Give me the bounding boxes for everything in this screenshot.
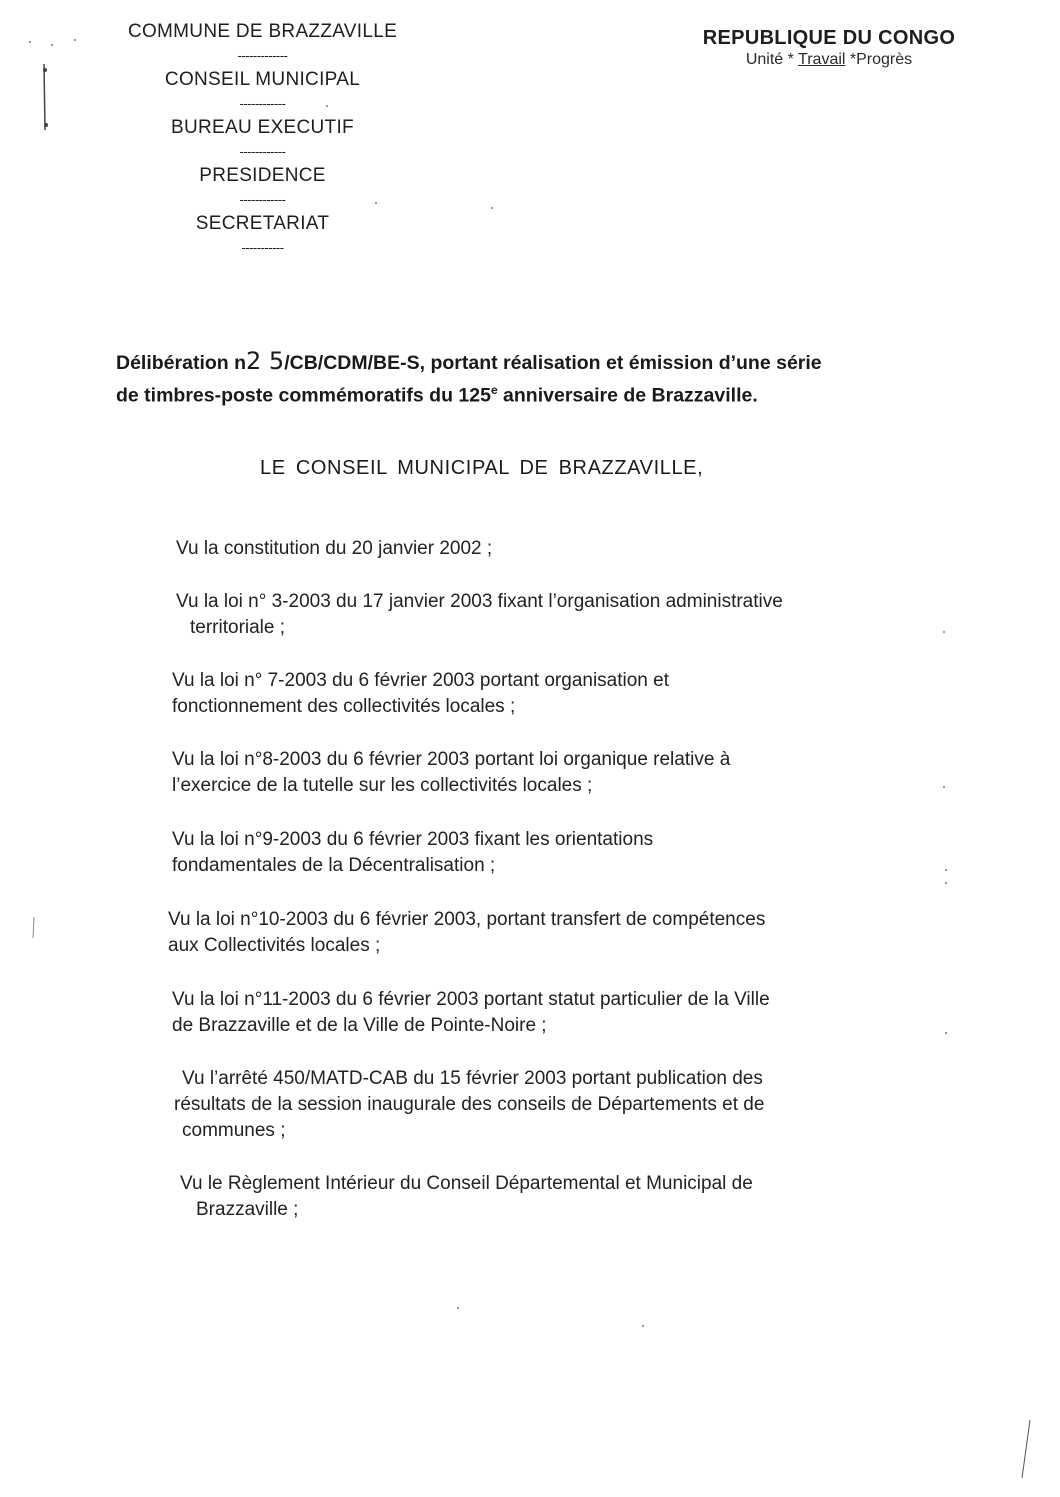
speck [29,41,31,43]
margin-mark [33,917,34,938]
bureau-name: BUREAU EXECUTIF [171,117,354,138]
speck [943,631,945,633]
deliberation-text: anniversaire de Brazzaville. [497,384,758,407]
considerant-line: Vu la constitution du 20 janvier 2002 ; [176,538,493,559]
separator: ------------ [239,192,286,207]
commune-name: COMMUNE DE BRAZZAVILLE [127,21,398,42]
speck [326,105,328,107]
motto-part: Unité * [745,51,799,68]
secretariat-name: SECRETARIAT [195,213,330,234]
speck [945,1032,947,1034]
separator: ----------- [241,240,284,255]
considerant-line: de Brazzaville et de la Ville de Pointe-Noire ; [172,1015,547,1036]
considerant-line: communes ; [182,1120,286,1141]
considerant-line: aux Collectivités locales ; [168,935,381,956]
deliberation-reference: /CB/CDM/BE-S, portant réalisation et émission d’une série [284,352,822,374]
considerant-line: l’exercice de la tutelle sur les collectivités locales ; [172,775,593,796]
considerant-line: Vu la loi n°10-2003 du 6 février 2003, portant transfert de compétences [168,909,766,930]
speck [51,44,53,46]
speck [491,207,493,209]
margin-mark [43,68,47,72]
speck [74,39,76,41]
considerant-line: résultats de la session inaugurale des conseils de Départements et de [174,1094,765,1115]
deliberation-text: de timbres-poste commémoratifs du 125 [116,384,491,407]
separator: ------------ [239,144,286,159]
presidence-name: PRESIDENCE [199,165,326,186]
considerant-line: fonctionnement des collectivités locales ; [172,696,516,717]
considerant-line: Vu la loi n°9-2003 du 6 février 2003 fixant les orientations [172,829,654,850]
considerant-line: Vu la loi n° 3-2003 du 17 janvier 2003 fixant l’organisation administrative [176,591,783,612]
council-name: CONSEIL MUNICIPAL [164,69,361,90]
margin-mark [44,64,45,130]
considerant-line: Vu la loi n°8-2003 du 6 février 2003 portant loi organique relative à [172,749,731,770]
considerant-line: Vu l’arrêté 450/MATD-CAB du 15 février 2003 portant publication des [182,1068,763,1089]
considerant-line: Vu la loi n°11-2003 du 6 février 2003 portant statut particulier de la Ville [172,989,770,1010]
considerant-line: Vu le Règlement Intérieur du Conseil Départemental et Municipal de [180,1173,753,1194]
considerant-line: fondamentales de la Décentralisation ; [172,855,496,876]
speck [945,882,947,884]
speck [375,202,377,204]
separator: ------------- [237,48,288,63]
motto-part: *Progrès [845,51,913,68]
pen-mark [1022,1420,1030,1478]
motto-part: Travail [798,51,846,68]
margin-mark [44,123,48,127]
speck [457,1307,459,1309]
council-heading: LE CONSEIL MUNICIPAL DE BRAZZAVILLE, [260,457,704,479]
considerant-line: Brazzaville ; [196,1199,299,1220]
speck [945,869,947,871]
deliberation-number: 2 5 [246,347,285,375]
separator: ------------ [239,96,286,111]
republic-name: REPUBLIQUE DU CONGO [702,27,956,49]
deliberation-prefix: Délibération n [116,352,247,374]
considerant-line: territoriale ; [190,617,286,638]
considerant-line: Vu la loi n° 7-2003 du 6 février 2003 portant organisation et [172,670,669,691]
speck [642,1325,644,1327]
ordinal-suffix: e [490,383,498,397]
speck [943,786,945,788]
